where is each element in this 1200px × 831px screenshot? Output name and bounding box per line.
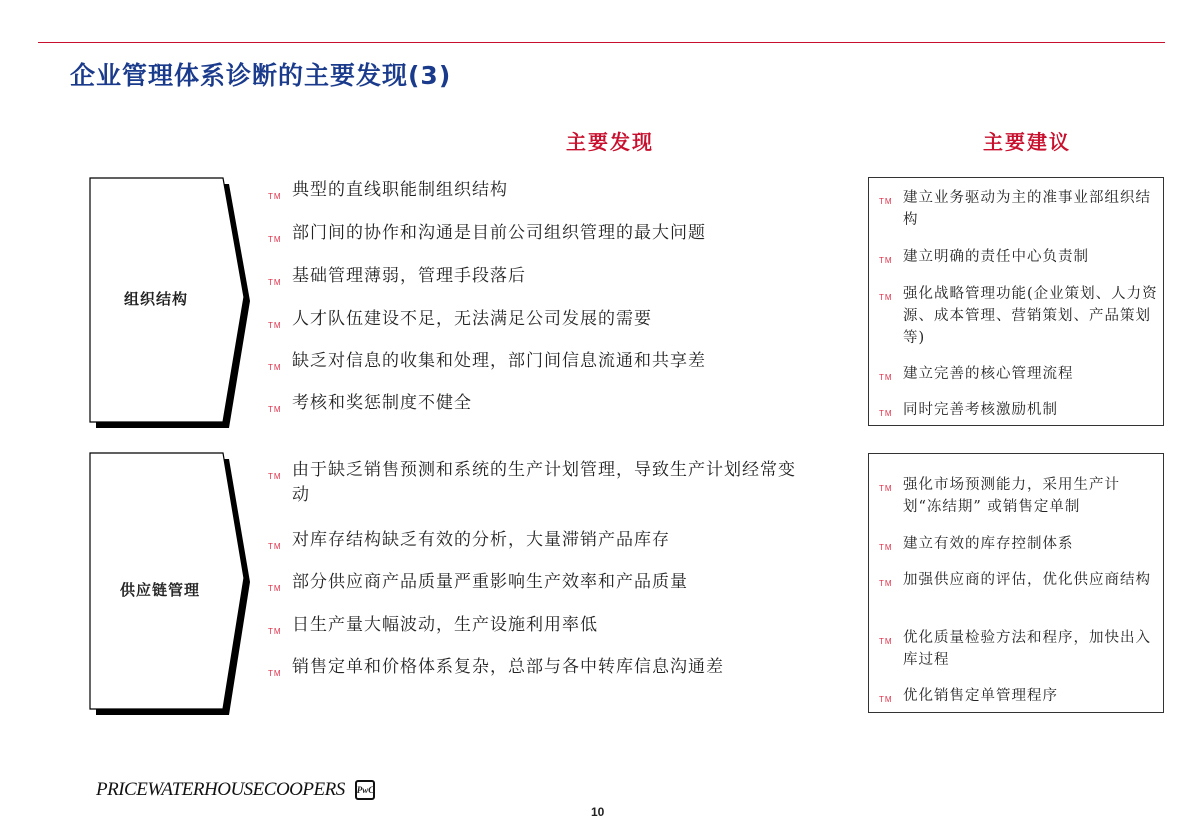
tm-bullet-icon: TM <box>879 484 893 493</box>
pwc-logo: PRICEWATERHOUSECOOPERS <box>96 779 345 800</box>
tm-bullet-icon: TM <box>268 278 282 287</box>
findings-header: 主要发现 <box>566 130 654 154</box>
pwc-logo-mark-icon: PwC <box>355 780 375 800</box>
recommendation-item: TM 强化市场预测能力，采用生产计划“冻结期” 或销售定单制 <box>879 477 1120 515</box>
tm-bullet-icon: TM <box>268 363 282 372</box>
finding-item: TM 销售定单和价格体系复杂，总部与各中转库信息沟通差 <box>268 655 828 680</box>
tm-bullet-icon: TM <box>268 627 282 636</box>
tm-bullet-icon: TM <box>879 256 893 265</box>
section-label: 组织结构 <box>124 290 189 308</box>
recommendation-item: TM 优化销售定单管理程序 <box>879 685 1159 707</box>
finding-item: TM 由于缺乏销售预测和系统的生产计划管理，导致生产计划经常变动 <box>268 460 796 505</box>
recommendations-box-org <box>868 177 1164 426</box>
recommendation-item: TM 建立有效的库存控制体系 <box>879 533 1159 555</box>
tm-bullet-icon: TM <box>268 542 282 551</box>
section-label: 供应链管理 <box>120 581 201 599</box>
finding-item: TM 缺乏对信息的收集和处理，部门间信息流通和共享差 <box>268 349 828 374</box>
finding-item: TM 部分供应商产品质量严重影响生产效率和产品质量 <box>268 570 828 595</box>
finding-item: TM 日生产量大幅波动，生产设施利用率低 <box>268 613 828 638</box>
recommendation-item: TM 同时完善考核激励机制 <box>879 399 1159 421</box>
page-title: 企业管理体系诊断的主要发现(3) <box>70 61 452 90</box>
tm-bullet-icon: TM <box>879 637 893 646</box>
finding-item: TM 部门间的协作和沟通是目前公司组织管理的最大问题 <box>268 221 828 246</box>
tm-bullet-icon: TM <box>879 197 893 206</box>
recommendation-item: TM 优化质量检验方法和程序，加快出入库过程 <box>879 630 1151 668</box>
top-divider <box>38 42 1165 43</box>
tm-bullet-icon: TM <box>879 695 893 704</box>
tm-bullet-icon: TM <box>879 373 893 382</box>
recommendations-box-supply <box>868 453 1164 713</box>
finding-item: TM 人才队伍建设不足，无法满足公司发展的需要 <box>268 307 828 332</box>
recommendations-header: 主要建议 <box>983 130 1071 154</box>
tm-bullet-icon: TM <box>268 669 282 678</box>
tm-bullet-icon: TM <box>268 405 282 414</box>
finding-item: TM 考核和奖惩制度不健全 <box>268 391 828 416</box>
tm-bullet-icon: TM <box>268 584 282 593</box>
tm-bullet-icon: TM <box>879 579 893 588</box>
tm-bullet-icon: TM <box>268 235 282 244</box>
recommendation-item: TM 建立业务驱动为主的准事业部组织结构 <box>879 190 1151 228</box>
tm-bullet-icon: TM <box>268 321 282 330</box>
recommendation-item: TM 建立完善的核心管理流程 <box>879 363 1159 385</box>
tm-bullet-icon: TM <box>268 472 282 481</box>
recommendation-item: TM 加强供应商的评估，优化供应商结构 <box>879 569 1159 591</box>
footer-logo-group <box>96 779 375 801</box>
finding-item: TM 对库存结构缺乏有效的分析，大量滞销产品库存 <box>268 528 828 553</box>
tm-bullet-icon: TM <box>879 409 893 418</box>
finding-item: TM 基础管理薄弱，管理手段落后 <box>268 264 828 289</box>
page-number: 10 <box>591 805 605 819</box>
recommendation-item: TM 建立明确的责任中心负责制 <box>879 246 1159 268</box>
tm-bullet-icon: TM <box>268 192 282 201</box>
tm-bullet-icon: TM <box>879 293 893 302</box>
finding-item: TM 典型的直线职能制组织结构 <box>268 178 828 203</box>
recommendation-item: TM 强化战略管理功能(企业策划、人力资源、成本管理、营销策划、产品策划等) <box>879 286 1158 346</box>
tm-bullet-icon: TM <box>879 543 893 552</box>
